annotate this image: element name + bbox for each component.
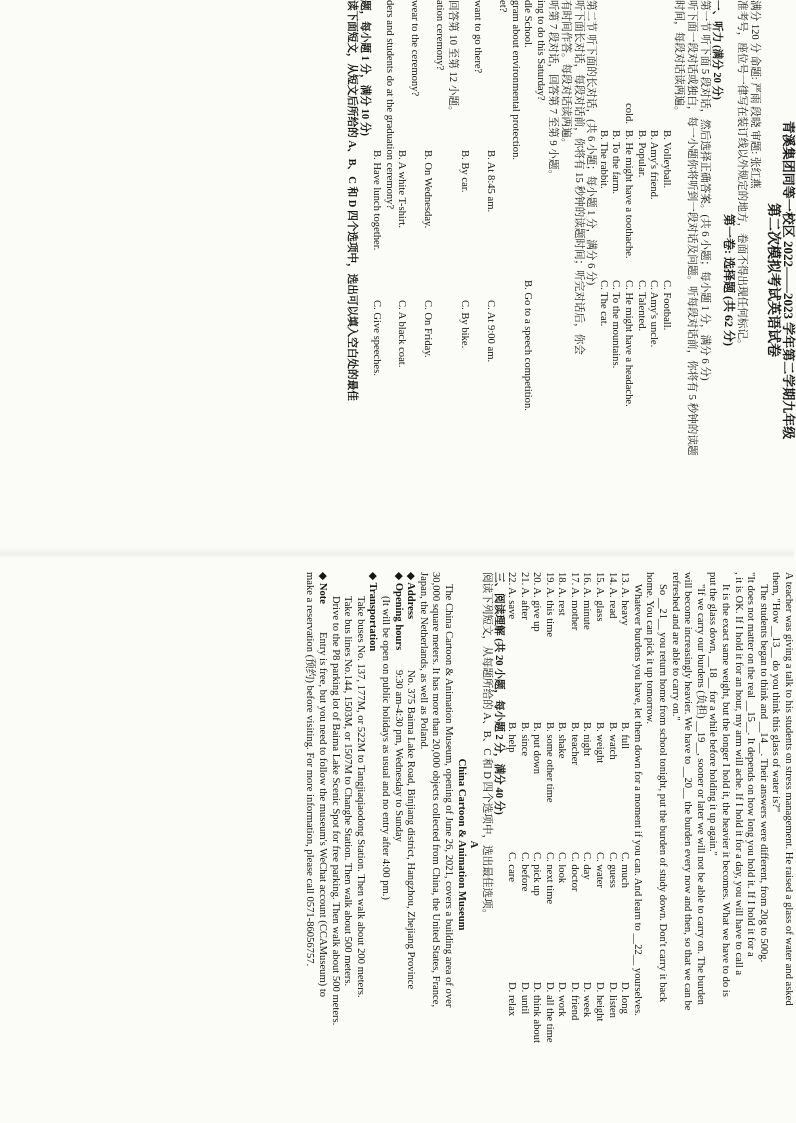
cloze-option-c: C. water xyxy=(594,852,606,888)
left-column xyxy=(0,0,794,560)
reading-section: 三、阅读理解 (共 20 小题，每小题 2 分，满分 40 分) xyxy=(493,572,505,815)
listening-intro-c: 时间，每段对话读两遍。 xyxy=(673,0,685,117)
part2-intro-d: 听第 7 段对话，回答第 7 至第 9 小题。 xyxy=(547,0,559,181)
question-10-options xyxy=(458,0,471,560)
option-c: C. A black coat. xyxy=(396,300,408,368)
cloze-line: A teacher was giving a talk to his students on stress management. He raised a glass of water and asked xyxy=(783,572,794,1006)
cloze-option-b: B. watch xyxy=(606,722,618,760)
passage-paragraph: The China Cartoon & Animation Museum, opening of June 26, 2021, covers a building area of over xyxy=(442,584,454,1008)
cloze-option-c: C. next time xyxy=(543,852,555,905)
option-b: B. Amy's friend. xyxy=(648,130,660,200)
part3-intro-b: 读下面短文，从短文后所给的 A、B、C 和 D 四个选项中，选出可以填入空白处的最佳 xyxy=(346,0,357,401)
cold-fragment: cold. xyxy=(623,103,635,124)
cloze-option-a: 18. A. rest xyxy=(556,572,568,616)
cloze-option-row xyxy=(580,572,593,1117)
option-b: B. He might have a toothache. xyxy=(623,130,635,259)
listening-option-row xyxy=(659,0,672,560)
option-b: B. To the farm. xyxy=(610,130,622,195)
option-b: B. Volleyball. xyxy=(660,130,672,189)
option-c: C. He might have a headache. xyxy=(623,280,635,407)
cloze-option-d: D. listen xyxy=(606,982,618,1018)
cloze-line: will become increasingly heavier. We have to __20__ the burden every now and then, so that we can be xyxy=(682,572,694,1011)
part2-intro-c: 有时间作答。每段对话读两遍。 xyxy=(560,0,572,149)
question-11-options xyxy=(420,0,433,560)
option-b: B. At 8:45 am. xyxy=(484,150,496,213)
note-line: make a reservation (预约) before visiting. For more information, please call 0571-86056757. xyxy=(304,572,316,967)
cloze-option-b: B. weight xyxy=(594,722,606,764)
listening-intro-a: 第一节 听下面 5 段对话，然后选择正确答案。(共 6 小题；每小题 1 分，满分 6 分) xyxy=(698,0,710,381)
transport-line: Take bus lines No.144, 1503M, or 1507M to Changhe Station. Then walk about 500 meters. xyxy=(342,596,354,987)
exam-info-line: 满分 120 分 命题: 严雨 段晓 审题: 张红燕 xyxy=(749,0,760,189)
right-column xyxy=(0,572,794,1117)
note-label: Note xyxy=(317,582,329,604)
cloze-option-b: B. put down xyxy=(531,722,543,775)
cloze-option-c: C. pick up xyxy=(531,852,543,896)
cloze-option-a: 19. A. this time xyxy=(543,572,555,638)
cloze-option-d: D. friend xyxy=(568,982,580,1021)
option-c: C. On Friday. xyxy=(421,300,433,358)
cloze-option-a: 21. A. after xyxy=(518,572,530,620)
note-row xyxy=(315,572,328,1117)
fold-shadow xyxy=(0,548,794,558)
cloze-option-c: C. guess xyxy=(606,852,618,888)
cloze-option-row xyxy=(517,572,530,1117)
address-label: Address xyxy=(405,582,417,620)
option-b: B. By car. xyxy=(459,150,471,193)
transport-line: Take buses No. 137, 177M, or 522M to Tangjiaqiaodong Station. Then walk about 200 meters. xyxy=(354,596,366,998)
cloze-option-b: B. some other time xyxy=(543,722,555,803)
option-c: C. To the mountains. xyxy=(610,280,622,369)
cloze-option-d: D. all the time xyxy=(543,982,555,1043)
bullet-icon: ◆ xyxy=(367,572,379,581)
cloze-option-b: B. help xyxy=(505,722,517,753)
cloze-option-c: C. doctor xyxy=(568,852,580,892)
exam-title: 青溪集团同等一校区 2022——2023 学年第二学期九年级 xyxy=(781,120,796,440)
cloze-option-a: 22. A. save xyxy=(505,572,517,620)
option-c: C. Amy's uncle. xyxy=(648,280,660,348)
reading-intro: 阅读下列短文，从每题所给的 A、B、C 和 D 四个选项中，选出最佳选项。 xyxy=(480,572,492,920)
part2-intro-a: 第二节 听下面的长对话，(共 6 小题；每小题 1 分，满分 6 分) xyxy=(585,0,597,286)
cloze-option-row xyxy=(567,572,580,1117)
cloze-option-a: 15. A. glass xyxy=(594,572,606,622)
option-c: C. At 9:00 am. xyxy=(484,300,496,363)
cloze-option-a: 14. A. read xyxy=(606,572,618,619)
hours-note: (It will be open on public holidays as usual and no entry after 4:00 pm.) xyxy=(380,596,391,900)
option-b: B. A white T-shirt. xyxy=(396,150,408,228)
option-b: B. Have lunch together. xyxy=(371,150,383,251)
cloze-option-row xyxy=(504,572,517,1117)
cloze-option-d: D. long xyxy=(619,982,631,1014)
listening-section: 一、听力 (满分 20 分) xyxy=(711,0,723,100)
question-11: ation ceremony? xyxy=(434,0,446,71)
transport-line: Drive to the P8 parking lot of Baima Lake Scenic Spot for free parking. Then walk about 500 meters. xyxy=(329,596,341,1026)
option-b: B. Popular. xyxy=(635,130,647,178)
option-c: C. Give speeches. xyxy=(371,300,383,376)
cloze-option-c: C. before xyxy=(518,852,530,892)
question-10: want to go there? xyxy=(471,0,483,74)
cloze-option-a: 20. A. give up xyxy=(531,572,543,632)
cloze-option-d: D. week xyxy=(581,982,593,1018)
cloze-line: , it is OK. If I hold it for an hour, my arm will ache. If I hold it for a day, you will have to call a xyxy=(732,572,744,976)
question-13-options xyxy=(370,0,383,560)
option-c: C. Football. xyxy=(660,280,672,331)
cloze-line: home. You can pick it up tomorrow. xyxy=(644,572,656,725)
cloze-option-row xyxy=(618,572,631,1117)
cloze-option-d: D. until xyxy=(518,982,530,1015)
cloze-option-a: 16. A. minute xyxy=(581,572,593,630)
bullet-icon: ◆ xyxy=(317,572,329,581)
listening-option-row xyxy=(634,0,647,560)
option-c: C. Talented. xyxy=(635,280,647,332)
cloze-line: put the glass down, __18__ for a while before holding it up again." xyxy=(707,572,719,856)
address-row xyxy=(404,572,417,1117)
listening-option-row xyxy=(609,0,622,560)
listening-intro-b: 听下面一段对话或独白，每一小题你将听到一段对话及问题。听每段对话前，你将有 5 秒钟的读题 xyxy=(686,0,698,456)
bullet-icon: ◆ xyxy=(405,572,417,581)
question-7: ing to do this Saturday? xyxy=(534,0,546,101)
cloze-option-row xyxy=(593,572,606,1117)
cloze-option-c: C. much xyxy=(619,852,631,888)
question-9-options xyxy=(483,0,496,560)
cloze-option-row xyxy=(542,572,555,1117)
cloze-line: So __21__ you return home from school tonight, put the burden of study down. Don't carry it back xyxy=(657,584,669,1003)
exam-note-line: 准考号，座位号一律写在装订线以外规定的地方，卷面不得出现任何标记。 xyxy=(736,0,748,350)
part2-intro-b: 听下面长对话，每段对话前，你将有 15 秒钟的读题时间；听完对话后，你会 xyxy=(572,0,584,355)
listening-option-row xyxy=(647,0,660,560)
passage-paragraph: Japan, the Netherlands, as well as Poland. xyxy=(417,572,429,750)
cloze-option-c: C. look xyxy=(556,852,568,884)
hours-label: Opening hours xyxy=(392,582,404,651)
cloze-option-a: 13. A. heavy xyxy=(619,572,631,626)
cloze-line: them, "How __13__ do you think this glass of water is?" xyxy=(770,572,782,813)
note-value: Entry is free, but you need to follow the museum's WeChat account (CCAMuseum) to xyxy=(317,632,329,998)
question-12-options xyxy=(395,0,408,560)
question-8: gram about environmental protection. xyxy=(509,0,521,161)
option-c: C. The cat. xyxy=(597,280,609,327)
cloze-option-d: D. work xyxy=(556,982,568,1017)
cloze-line: "If we carry our burdens (负担) __19__, sooner or later we will not be able to carry on. The burden xyxy=(694,584,706,1005)
cloze-option-b: B. teacher xyxy=(568,722,580,765)
transport-label: Transportation xyxy=(367,582,379,652)
cloze-options xyxy=(504,572,630,1117)
part2-intro-e: 回答第 10 至第 12 小题。 xyxy=(446,0,458,117)
cloze-option-b: B. full xyxy=(619,722,631,750)
part-one-heading: 第一卷: 选择题 (共 62 分) xyxy=(721,214,736,346)
cloze-line: Whatever burdens you have, let them down for a moment if you can. And learn to __22__ yourselves. xyxy=(631,584,643,1016)
cloze-option-b: B. shake xyxy=(556,722,568,759)
cloze-option-d: D. think about xyxy=(531,982,543,1043)
cloze-line: The students began to think and __14__. Their answers were different, from 20g to 500g. xyxy=(757,584,769,963)
cloze-option-c: C. care xyxy=(505,852,517,882)
hours-value: 9:30 am-4:30 pm, Wednesday to Sunday xyxy=(392,670,404,842)
cloze-option-d: D. relax xyxy=(505,982,517,1017)
question-9: et? xyxy=(497,0,509,13)
passage-paragraph: 30,000 square meters. It has more than 20,000 objects collected from China, the United States, France, xyxy=(430,572,442,1008)
option-b: B. Go to a speech competition. xyxy=(522,280,534,411)
address-value: No. 375 Baima Lake Road, Binjiang district, Hangzhou, Zhejiang Province xyxy=(405,670,417,990)
option-b: B. On Wednesday. xyxy=(421,150,433,229)
option-a: dle School. xyxy=(522,0,534,48)
part3-intro-a: 题，每小题 1 分，满分 10 分) xyxy=(358,0,370,136)
question-7-options xyxy=(521,0,534,560)
option-b: B. The rabbit. xyxy=(597,130,609,189)
question-12: wear to the ceremony? xyxy=(408,0,420,97)
listening-option-row xyxy=(596,0,609,560)
cloze-option-row xyxy=(530,572,543,1117)
cloze-option-row xyxy=(555,572,568,1117)
cloze-option-b: B. since xyxy=(518,722,530,757)
option-c: C. By bike. xyxy=(459,300,471,349)
cloze-line: It is the exact same weight, but the longer I hold it, the heavier it becomes. What we have to do is xyxy=(720,584,732,997)
question-13: ders and students do at the graduation ceremony? xyxy=(383,0,395,210)
cloze-option-d: D. height xyxy=(594,982,606,1022)
transport-row xyxy=(366,572,379,1117)
cloze-line: refreshed and are able to carry on." xyxy=(669,572,681,721)
cloze-option-b: B. night xyxy=(581,722,593,757)
bullet-icon: ◆ xyxy=(392,572,404,581)
passage-title: China Cartoon & Animation Museum xyxy=(455,758,467,931)
exam-subtitle: 第二次模拟考试英语试卷 xyxy=(765,203,780,357)
cloze-option-c: C. day xyxy=(581,852,593,880)
passage-letter: A xyxy=(468,840,480,849)
hours-row xyxy=(391,572,404,1117)
cloze-option-row xyxy=(605,572,618,1117)
cloze-option-a: 17. A. mother xyxy=(568,572,580,631)
listening-option-row xyxy=(621,0,634,560)
cloze-line: "It does not matter on the real __15__. It depends on how long you hold it. If I hold it for a xyxy=(745,572,757,957)
